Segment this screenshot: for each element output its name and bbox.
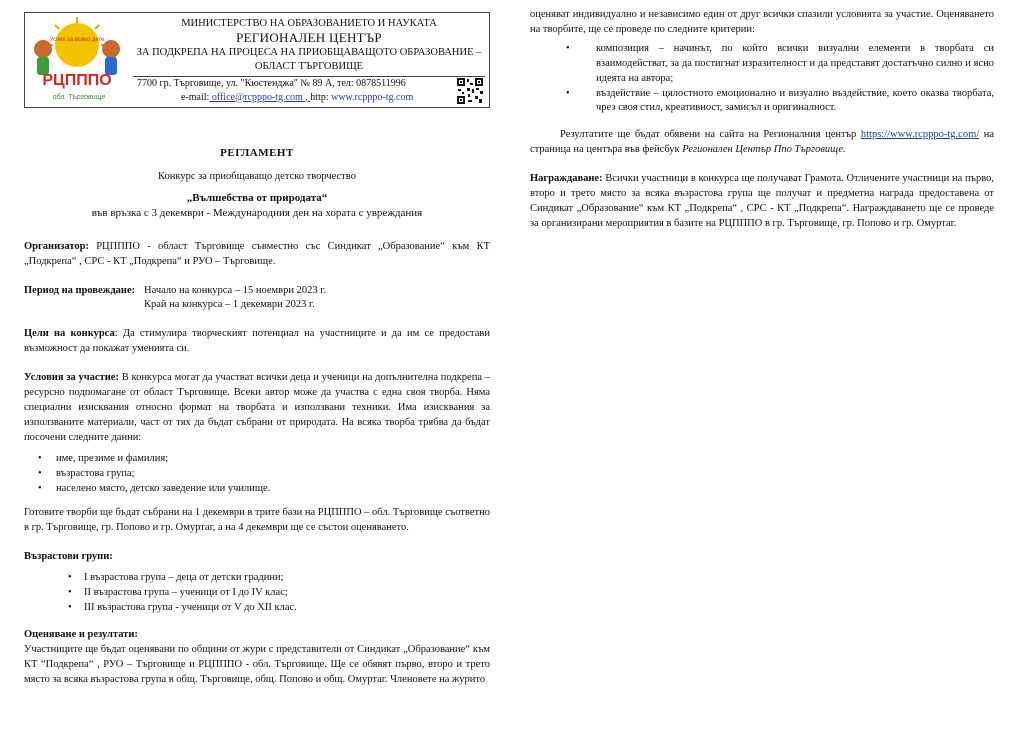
- center-name: РЕГИОНАЛЕН ЦЕНТЪР: [236, 30, 382, 46]
- right-column: [530, 8, 994, 232]
- evaluation-label: Оценяване и резултати:: [24, 628, 138, 640]
- goals-label: Цели на конкурса: [24, 328, 115, 340]
- center-logo: [27, 15, 127, 105]
- logo-title: РЦПППО: [42, 72, 112, 89]
- conditions-label: Условия за участие:: [24, 372, 119, 384]
- conditions-list: [24, 452, 490, 497]
- list-item: • възрастова група;: [24, 467, 490, 482]
- period-end: Край на конкурса – 1 декември 2023 г.: [144, 299, 315, 311]
- results-site-link[interactable]: https://www.rcpppo-tg.com/: [860, 129, 980, 141]
- age-groups-label: Възрастови групи:: [24, 551, 113, 563]
- left-column: [24, 146, 490, 687]
- collection-paragraph: Готовите творби ще бъдат събрани на 1 декември в трите бази на РЦПППО – обл. Търговище съответно в гр. Търговище, гр. Попово и гр. Омуртаг, а на 4 декември ще се състои оценяването.: [24, 507, 490, 534]
- center-purpose-2: ОБЛАСТ ТЪРГОВИЩЕ: [254, 60, 364, 72]
- conditions-text: В конкурса могат да участват всички деца и ученици на допълнителна подкрепа – ресурсно подпомагане от област Търговище. Всеки автор може да участва с една своя творба. Няма специални изисквания относно формат на творбата и използвани техники. Има изисквания за използваните материали, част от тях да бъдат събрани от природата. На всяка творба трябва да бъдат посочени следните данни:: [24, 372, 491, 443]
- list-item: • II възрастова група – ученици от I до IV клас;: [24, 586, 490, 601]
- period-start: Начало на конкурса – 15 ноември 2023 г.: [144, 284, 326, 296]
- qr-code-icon: [456, 77, 484, 105]
- website-link[interactable]: www.rcpppo-tg.com: [331, 91, 414, 103]
- results-text-2: на страница на центъра във фейсбук: [530, 129, 994, 156]
- list-item: • име, презиме и фамилия;: [24, 452, 490, 467]
- list-item: • композиция – начинът, по който всички визуални елементи в творбата си взаимодействат, за да постигнат изразителност и да представят достатъчно силно и ясно идеята на автора;: [530, 42, 994, 87]
- postal-address: 7700 гр. Търговище, ул. "Кюстенджа" № 89 А, тел: 0878511996: [137, 78, 406, 89]
- organizer-label: Организатор:: [24, 240, 89, 252]
- age-groups-list: [24, 571, 490, 616]
- facebook-page-name: Регионален Център Ппо Търговище.: [682, 144, 846, 156]
- logo-subtitle: обл. Търговище: [52, 94, 106, 101]
- letterhead-text: [133, 17, 485, 79]
- conditions-section: [24, 371, 490, 446]
- period-label: Период на провеждане:: [24, 284, 136, 296]
- contact-info: [137, 77, 457, 104]
- awards-section: [530, 172, 994, 232]
- goals-text: : Да стимулира творческият потенциал на участниците и да им се предостави възможност да покажат уменията си.: [24, 328, 491, 355]
- ministry-name: МИНИСТЕРСТВО НА ОБРАЗОВАНИЕТО И НАУКАТА: [181, 18, 437, 29]
- list-item: • населено място, детско заведение или училище.: [24, 482, 490, 497]
- evaluation-continued: оценяват индивидуално и независимо един от друг всички спазили условията за участие. Оценяването на творбите, ще се проведе по следните критерии:: [530, 9, 994, 35]
- list-item: • въздействие – цялостното емоционално и визуално въздействие, което оказва творбата, чрез своя стил, креативност, замисъл и оригиналност.: [530, 87, 994, 117]
- contest-name: „Вълшебства от природата“: [186, 191, 328, 204]
- list-item: • III възрастова група - ученици от V до XII клас.: [24, 601, 490, 616]
- criteria-list: [530, 42, 994, 117]
- awards-text: Всички участници в конкурса ще получават Грамота. Отличените участници на първо, второ и трето място за всяка възрастова група ще получат и предметна награда предоставена от Синдикат „Образование“ към КТ „Подкрепа“ , СРС - КТ „Подкрепа“. Награждаването ще се проведе за организирани мероприятия в базите на РЦПППО в гр. Търговище, гр. Попово и гр. Омуртаг.: [530, 173, 994, 229]
- http-label: http:: [310, 91, 332, 103]
- organizer-section: [24, 240, 490, 270]
- letterhead: [24, 12, 490, 108]
- online-contacts: [137, 91, 457, 105]
- awards-label: Награждаване:: [530, 173, 603, 185]
- organizer-text: РЦПППО - област Търговище съвместно със Синдикат „Образование“ към КТ „Подкрепа“ , СРС - КТ „Подкрепа“ и РУО – Търговище.: [24, 240, 490, 267]
- results-paragraph: [530, 128, 994, 158]
- contest-occasion: във връзка с 3 декември - Международния ден на хората с увреждания: [91, 207, 423, 220]
- period-section: [24, 284, 490, 314]
- list-item: • I възрастова група – деца от детски градини;: [24, 571, 490, 586]
- results-text: Резултатите ще бъдат обявени на сайта на Регионалния център: [560, 129, 861, 141]
- contest-subtitle: Конкурс за приобщаващо детско творчество: [158, 170, 356, 182]
- evaluation-paragraph: Участниците ще бъдат оценявани по общини от жури с представители от Синдикат „Образование“ към КТ “Подкрепа“ , РУО – Търговище и РЦПППО - обл. Търговище. Ще се обявят първо, второ и трето място за всяка възрастова група в общ. Търговище, общ. Попово и общ. Омуртаг. Членовете на журито: [24, 643, 490, 685]
- goals-section: [24, 327, 490, 357]
- center-purpose-1: ЗА ПОДКРЕПА НА ПРОЦЕСА НА ПРИОБЩАВАЩОТО ОБРАЗОВАНИЕ –: [136, 47, 482, 59]
- logo-tagline: Успех за всяко дете: [49, 37, 105, 43]
- email-label: e-mail:: [181, 91, 210, 103]
- email-link[interactable]: office@rcpppo-tg.com ,: [209, 91, 311, 103]
- document-title: РЕГЛАМЕНТ: [220, 147, 294, 159]
